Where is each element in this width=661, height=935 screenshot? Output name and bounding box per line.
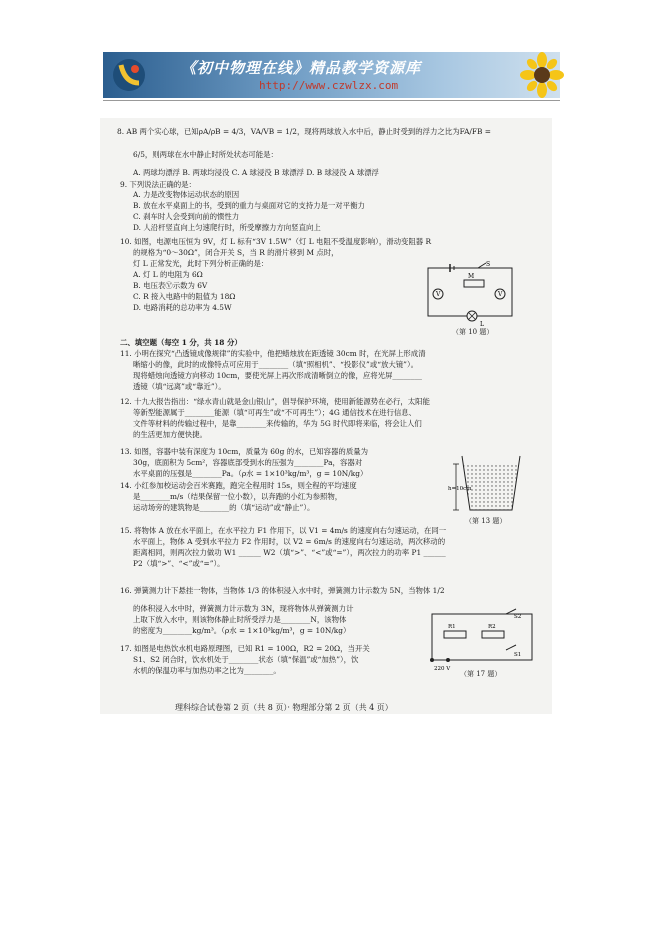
- svg-text:S2: S2: [514, 614, 522, 620]
- question-11-cont: 晰缩小的像，此时的成像特点可应用于________（填“照相机”、“投影仪”或“放大镜”）。: [133, 360, 419, 369]
- figure-13-container: [446, 452, 532, 522]
- site-banner: [103, 52, 560, 98]
- question-17-cont2: 水机的保温功率与加热功率之比为________。: [133, 666, 281, 675]
- section-2-heading: 二、填空题（每空 1 分，共 18 分）: [120, 338, 242, 347]
- banner-url[interactable]: http://www.czwlzx.com: [259, 79, 399, 92]
- question-9-option-a: A. 力是改变物体运动状态的原因: [133, 190, 240, 199]
- question-10-cont: 的规格为“0～30Ω”，闭合开关 S，当 R 的滑片移到 M 点时，: [133, 248, 339, 257]
- figure-10-caption: （第 10 题）: [452, 328, 494, 336]
- question-10-option-a: A. 灯 L 的电阻为 6Ω: [133, 270, 203, 279]
- svg-text:V: V: [498, 291, 503, 298]
- question-12: 12. 十九大报告指出：“绿水青山就是金山银山”，倡导保护环境，使用新能源势在必行，太阳能: [120, 397, 430, 406]
- figure-13-caption: （第 13 题）: [465, 517, 507, 525]
- question-11-cont2: 现将蜡烛向透镜方向移动 10cm，要使光屏上再次形成清晰倒立的像，应将光屏________: [133, 371, 422, 380]
- sunflower-icon: [520, 52, 564, 98]
- svg-text:L: L: [480, 321, 484, 328]
- question-8-cont: 6/5，则两球在水中静止时所处状态可能是：: [133, 150, 278, 159]
- question-9-option-d: D. 人沿杆竖直向上匀速爬行时，所受摩擦力方向竖直向上: [133, 223, 321, 232]
- question-12-cont: 等新型能源属于________能源（填“可再生”或“不可再生”）；4G 通信技术在进行信息、: [133, 408, 417, 417]
- header-rule: [103, 100, 560, 101]
- question-10-cont2: 灯 L 正常发光，此时下列分析正确的是：: [133, 259, 269, 268]
- figure-17-caption: （第 17 题）: [460, 670, 502, 678]
- question-9: 9. 下列说法正确的是：: [120, 180, 196, 189]
- figure-17-circuit: [426, 606, 538, 672]
- question-15-cont3: P2（填“>”、“<”或“=”）。: [133, 559, 225, 568]
- svg-text:S: S: [486, 261, 491, 268]
- svg-text:h=10cm: h=10cm: [448, 486, 472, 492]
- question-10-option-b: B. 电压表Ⓥ示数为 6V: [133, 281, 208, 290]
- question-12-cont2: 文件等材料的传输过程中，是靠________来传输的，华为 5G 时代即将来临，将会让人们: [133, 419, 422, 428]
- figure-10-circuit: [420, 258, 520, 330]
- question-8: 8. AB 两个实心球，已知ρA/ρB = 4/3，VA/VB = 1/2，现将两球放入水中后，静止时受到的浮力之比为FA/FB =: [117, 127, 491, 136]
- site-logo-icon: [111, 57, 147, 93]
- question-16-cont2: 上取下放入水中，则该物体静止时所受浮力是________N，该物体: [133, 615, 347, 624]
- question-16-cont3: 的密度为________kg/m³。（ρ水 = 1×10³kg/m³，g = 10N/kg）: [133, 626, 351, 635]
- question-9-option-c: C. 刹车时人会受到向前的惯性力: [133, 212, 240, 221]
- question-17: 17. 如图是电热饮水机电路原理图，已知 R1 = 100Ω，R2 = 20Ω，当开关: [120, 644, 370, 653]
- banner-title: 《初中物理在线》精品教学资源库: [181, 59, 422, 77]
- question-8-options: A. 两球均漂浮 B. 两球均浸没 C. A 球浸没 B 球漂浮 D. B 球浸没 A 球漂浮: [133, 168, 379, 177]
- question-9-option-b: B. 放在水平桌面上的书，受到的重力与桌面对它的支持力是一对平衡力: [133, 201, 365, 210]
- svg-text:V: V: [436, 291, 441, 298]
- page-footer: 理科综合试卷第 2 页（共 8 页）· 物理部分第 2 页（共 4 页）: [175, 703, 393, 712]
- question-14-cont2: 运动场旁的建筑物是________的（填“运动”或“静止”）。: [133, 503, 315, 512]
- question-11-cont3: 透镜（填“远离”或“靠近”）。: [133, 382, 226, 391]
- question-15-cont: 水平面上，物体 A 受到水平拉力 F2 作用时，以 V2 = 6m/s 的速度向右匀速运动，两次移动的: [133, 537, 446, 546]
- question-11: 11. 小明在探究“凸透镜成像规律”的实验中，他把蜡烛放在距透镜 30cm 时，在光屏上形成清: [120, 349, 426, 358]
- question-10-option-d: D. 电路消耗的总功率为 4.5W: [133, 303, 232, 312]
- question-10-option-c: C. R 接入电路中的阻值为 18Ω: [133, 292, 236, 301]
- svg-text:R2: R2: [488, 624, 496, 630]
- question-13-cont2: 水平桌面的压强是________Pa。（ρ水 = 1×10³kg/m³，g = 10N/kg）: [133, 469, 368, 478]
- question-13: 13. 如图，容器中装有深度为 10cm，质量为 60g 的水，已知容器的质量为: [120, 447, 368, 456]
- question-15: 15. 将物体 A 放在水平面上，在水平拉力 F1 作用下，以 V1 = 4m/s 的速度向右匀速运动，在同一: [120, 526, 447, 535]
- svg-text:220 V: 220 V: [434, 666, 451, 672]
- question-14: 14. 小红参加校运动会百米赛跑，跑完全程用时 15s，则全程的平均速度: [120, 481, 357, 490]
- svg-text:R1: R1: [448, 624, 456, 630]
- question-15-cont2: 距离相同，则两次拉力做功 W1 ______ W2（填“>”、“<”或“=”），两次拉力的功率 P1 ______: [133, 548, 446, 557]
- question-13-cont: 30g，底面积为 5cm²，容器底部受到水的压强为________Pa，容器对: [133, 458, 363, 467]
- question-14-cont: 是________m/s（结果保留一位小数），以奔跑的小红为参照物，: [133, 492, 343, 501]
- question-17-cont: S1、S2 闭合时，饮水机处于________状态（填“保温”或“加热”），饮: [133, 655, 359, 664]
- question-12-cont3: 的生活更加方便快捷。: [133, 430, 207, 439]
- svg-text:M: M: [468, 273, 475, 280]
- question-16-cont: 的体积浸入水中时，弹簧测力计示数为 3N，现将物体从弹簧测力计: [133, 604, 354, 613]
- question-16: 16. 弹簧测力计下悬挂一物体，当物体 1/3 的体积浸入水中时，弹簧测力计示数为 5N，当物体 1/2: [120, 586, 445, 595]
- question-10: 10. 如图，电源电压恒为 9V，灯 L 标有“3V 1.5W”（灯 L 电阻不受温度影响），滑动变阻器 R: [120, 237, 432, 246]
- svg-text:S1: S1: [514, 652, 522, 658]
